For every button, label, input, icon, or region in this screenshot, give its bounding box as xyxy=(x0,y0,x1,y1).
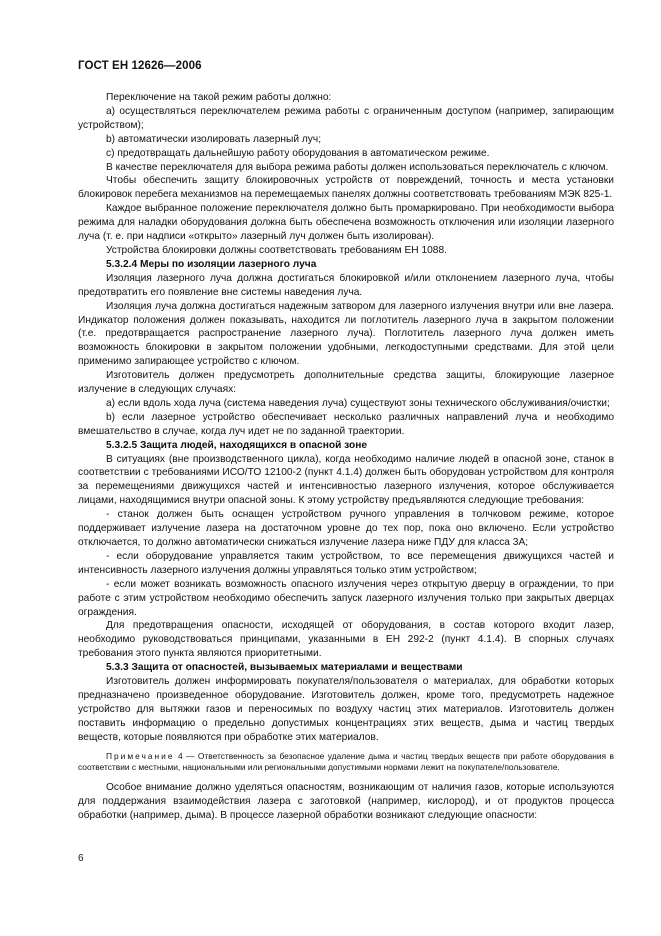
paragraph: Изоляция лазерного луча должна достигаться блокировкой и/или отклонением лазерного луча, чтобы предотвратить его появление вне системы наведения луча. xyxy=(78,272,614,298)
paragraph: a) если вдоль хода луча (система наведения луча) существуют зоны технического обслуживания/очистки; xyxy=(106,397,610,409)
paragraph: Изготовитель должен предусмотреть дополнительные средства защиты, блокирующие лазерное излучение в следующих случаях: xyxy=(78,370,614,396)
paragraph: b) автоматически изолировать лазерный луч; xyxy=(106,133,322,145)
paragraph: Для предотвращения опасности, исходящей от оборудования, в состав которого входит лазер, необходимо руководствоваться принципами, указанными в ЕН 292-2 (пункт 4.1.4). В спорных случаях требования этого пункта являются приоритетными. xyxy=(78,620,614,660)
paragraph: Изоляция луча должна достигаться надежным затвором для лазерного излучения внутри или вне лазера. Индикатор положения должен показывать, находится ли поглотитель лазерного луча в закрытом положении (т.е. предотвращается распространение лазерного луча). Поглотитель лазерного луча должен иметь возможность блокировки в закрытом положении удобными, легкодоступными средствами. Для этой цели применимо запирающее устройство с ключом. xyxy=(78,300,614,368)
paragraph: В качестве переключателя для выбора режима работы должен использоваться переключатель с ключом. xyxy=(106,161,609,173)
document-header: ГОСТ ЕН 12626—2006 xyxy=(78,60,202,72)
note xyxy=(78,751,614,774)
section-heading: 5.3.2.5 Защита людей, находящихся в опасной зоне xyxy=(106,439,368,451)
paragraph: Каждое выбранное положение переключателя должно быть промаркировано. При необходимости выбора режима для наладки оборудования должна быть обеспечена возможность отключения или изоляции лазерного луча (т. е. при надписи «открыто» лазерный луч должен быть изолирован). xyxy=(78,203,614,243)
paragraph: Изготовитель должен информировать покупателя/пользователя о материалах, для обработки которых предназначено произведенное оборудование. Изготовитель должен, кроме того, предусмотреть надежное устройство для вытяжки газов и переносимых по воздуху частиц этих материалов. Изготовитель должен поставить информацию о предельно допустимых концентрациях этих веществ, дыма и частиц твердых веществ, которые появляются при обработке этих материалов. xyxy=(78,676,614,743)
section-heading: 5.3.2.4 Меры по изоляции лазерного луча xyxy=(106,258,317,270)
paragraph: В ситуациях (вне производственного цикла), когда необходимо наличие людей в опасной зоне, станок в соответствии с требованиями ИСО/ТО 12100-2 (пункт 4.1.4) должен быть оборудован устройством для контроля за перемещениями движущихся частей и интенсивностью лазерного излучения, которое обслуживается лицами, находящимися внутри опасной зоны. К этому устройству предъявляются следующие требования: xyxy=(78,453,614,507)
paragraph: Переключение на такой режим работы должно: xyxy=(106,92,332,103)
paragraph: b) если лазерное устройство обеспечивает несколько различных направлений луча и необходимо вмешательство в случае, когда луч идет не по заданной траектории. xyxy=(78,411,614,437)
document-body xyxy=(78,91,614,823)
note-label: Примечание xyxy=(106,750,175,761)
paragraph: c) предотвращать дальнейшую работу оборудования в автоматическом режиме. xyxy=(106,147,490,159)
paragraph: - станок должен быть оснащен устройством ручного управления в толчковом режиме, которое поддерживает излучение лазера на достаточном уровне до тех пор, пока оно включено. Если устройство отключается, то должно автоматически снижаться излучение лазера ниже ПДУ для класса 3А; xyxy=(78,509,614,548)
paragraph: Особое внимание должно уделяться опасностям, возникающим от наличия газов, которые используются для поддержания взаимодействия лазера с заготовкой (например, кислород), и от продуктов процесса обработки (например, дыма). В процессе лазерной обработки возникают следующие опасности: xyxy=(78,782,614,822)
paragraph: - если оборудование управляется таким устройством, то все перемещения движущихся частей и интенсивность лазерного излучения должны управляться только этим устройством; xyxy=(78,550,614,576)
note-text: 4 — Ответственность за безопасное удаление дыма и частиц твердых веществ при работе оборудования в соответствии с местными, национальными или региональными допустимыми нормами лежит на покупателе/пользователе. xyxy=(78,750,614,772)
paragraph: Устройства блокировки должны соответствовать требованиям ЕН 1088. xyxy=(106,244,447,256)
section-heading: 5.3.3 Защита от опасностей, вызываемых материалами и веществами xyxy=(106,662,463,674)
paragraph: Чтобы обеспечить защиту блокировочных устройств от повреждений, точность и места установки блокировок перебега механизмов на перемещаемых панелях должны соответствовать требованиям МЭК 825-1. xyxy=(78,175,614,201)
paragraph: - если может возникать возможность опасного излучения через открытую дверцу в ограждении, то при работе с этим устройством необходимо обеспечить запуск лазерного излучения только при закрытых дверцах ограждения. xyxy=(78,578,614,618)
paragraph: a) осуществляться переключателем режима работы с ограниченным доступом (например, запирающим устройством); xyxy=(78,105,614,131)
page-number: 6 xyxy=(78,853,84,864)
